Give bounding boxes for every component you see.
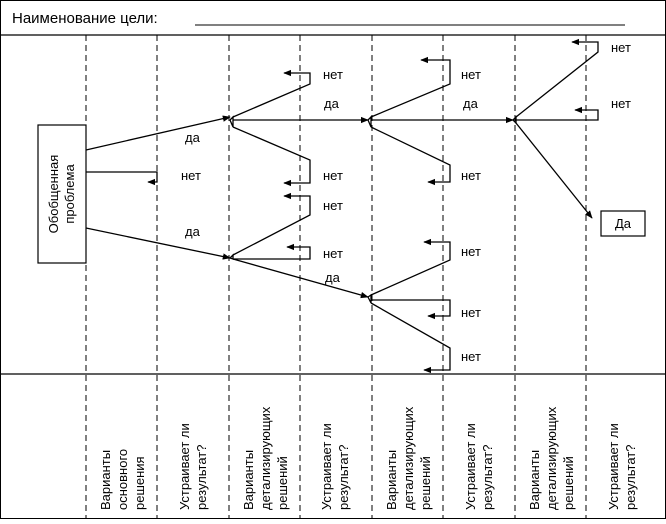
- svg-text:детализирующих: детализирующих: [258, 406, 273, 510]
- svg-text:Устраивает ли: Устраивает ли: [177, 423, 192, 510]
- svg-text:результат?: результат?: [194, 444, 209, 510]
- root-problem-line1: Обобщенная: [46, 154, 61, 234]
- label-no: нет: [323, 246, 343, 261]
- column-header-4: [319, 423, 351, 510]
- label-yes: да: [463, 96, 478, 111]
- column-header-1: [98, 449, 147, 510]
- svg-text:Устраивает ли: Устраивает ли: [606, 423, 621, 510]
- label-no: нет: [461, 305, 481, 320]
- goal-title: Наименование цели:: [12, 10, 158, 27]
- svg-text:решений: решений: [275, 456, 290, 510]
- label-yes: да: [185, 130, 200, 145]
- svg-text:Варианты: Варианты: [527, 449, 542, 510]
- svg-text:результат?: результат?: [336, 444, 351, 510]
- svg-text:детализирующих: детализирующих: [401, 406, 416, 510]
- label-no: нет: [461, 349, 481, 364]
- svg-text:основного: основного: [115, 448, 130, 510]
- svg-text:результат?: результат?: [480, 444, 495, 510]
- label-no: нет: [461, 168, 481, 183]
- label-no: нет: [323, 67, 343, 82]
- column-header-2: [177, 423, 209, 510]
- root-problem-line2: проблема: [62, 164, 77, 224]
- column-header-8: [606, 423, 638, 510]
- branch-labels: [181, 40, 631, 364]
- column-header-5: [384, 406, 433, 510]
- svg-text:решений: решений: [418, 456, 433, 510]
- label-yes: да: [324, 96, 339, 111]
- svg-text:результат?: результат?: [623, 444, 638, 510]
- label-no: нет: [461, 244, 481, 259]
- final-yes-label: Да: [614, 216, 632, 231]
- svg-text:Устраивает ли: Устраивает ли: [463, 423, 478, 510]
- label-no: нет: [611, 96, 631, 111]
- label-yes: да: [325, 270, 340, 285]
- svg-text:Варианты: Варианты: [98, 449, 113, 510]
- svg-text:решения: решения: [132, 456, 147, 510]
- column-header-7: [527, 406, 576, 510]
- svg-text:Варианты: Варианты: [384, 449, 399, 510]
- svg-text:Устраивает ли: Устраивает ли: [319, 423, 334, 510]
- column-header-3: [241, 406, 290, 510]
- svg-text:детализирующих: детализирующих: [544, 406, 559, 510]
- label-no: нет: [611, 40, 631, 55]
- svg-text:решений: решений: [561, 456, 576, 510]
- column-header-6: [463, 423, 495, 510]
- label-no: нет: [323, 168, 343, 183]
- svg-text:Варианты: Варианты: [241, 449, 256, 510]
- label-no: нет: [461, 67, 481, 82]
- label-yes: да: [185, 224, 200, 239]
- column-headers: [98, 406, 638, 510]
- label-no: нет: [181, 168, 201, 183]
- label-no: нет: [323, 198, 343, 213]
